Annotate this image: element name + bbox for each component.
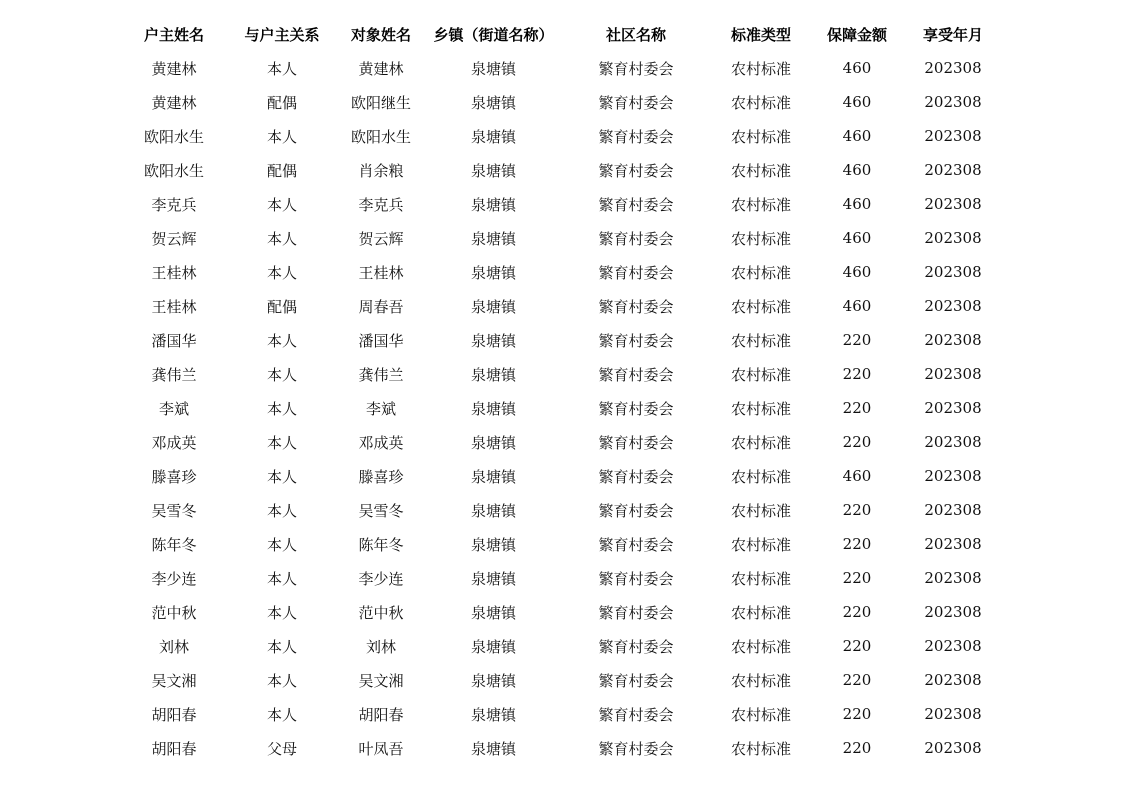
householder-name-cell: 龚伟兰 — [151, 365, 197, 384]
header-community: 社区名称 — [605, 25, 666, 44]
relation-cell: 本人 — [266, 603, 297, 622]
community-cell: 繁育村委会 — [598, 331, 674, 350]
recipient-name-cell: 刘林 — [365, 637, 396, 656]
table-header — [120, 17, 1003, 51]
amount-cell: 220 — [842, 603, 872, 621]
standard-type-cell: 农村标准 — [730, 331, 791, 350]
header-householder-name: 户主姓名 — [143, 25, 204, 44]
recipient-name-cell: 王桂林 — [358, 263, 404, 282]
community-cell: 繁育村委会 — [598, 637, 674, 656]
table-row — [120, 561, 1003, 595]
community-cell: 繁育村委会 — [598, 127, 674, 146]
amount-cell: 460 — [842, 297, 872, 315]
householder-name-cell: 王桂林 — [151, 297, 197, 316]
recipient-name-cell: 欧阳水生 — [350, 127, 411, 146]
relation-cell: 本人 — [266, 501, 297, 520]
table-row — [120, 255, 1003, 289]
table-row — [120, 731, 1003, 765]
standard-type-cell: 农村标准 — [730, 603, 791, 622]
standard-type-cell: 农村标准 — [730, 399, 791, 418]
month-cell: 202308 — [924, 331, 982, 349]
table-row — [120, 527, 1003, 561]
standard-type-cell: 农村标准 — [730, 501, 791, 520]
amount-cell: 220 — [842, 433, 872, 451]
table-row — [120, 289, 1003, 323]
householder-name-cell: 邓成英 — [151, 433, 197, 452]
householder-name-cell: 滕喜珍 — [151, 467, 197, 486]
community-cell: 繁育村委会 — [598, 467, 674, 486]
month-cell: 202308 — [924, 127, 982, 145]
month-cell: 202308 — [924, 535, 982, 553]
community-cell: 繁育村委会 — [598, 603, 674, 622]
relation-cell: 本人 — [266, 365, 297, 384]
town-cell: 泉塘镇 — [470, 739, 516, 758]
month-cell: 202308 — [924, 705, 982, 723]
community-cell: 繁育村委会 — [598, 569, 674, 588]
relation-cell: 本人 — [266, 467, 297, 486]
month-cell: 202308 — [924, 93, 982, 111]
table-row — [120, 663, 1003, 697]
standard-type-cell: 农村标准 — [730, 195, 791, 214]
relation-cell: 配偶 — [266, 297, 297, 316]
recipient-name-cell: 滕喜珍 — [358, 467, 404, 486]
amount-cell: 460 — [842, 195, 872, 213]
recipient-name-cell: 周春吾 — [358, 297, 404, 316]
town-cell: 泉塘镇 — [470, 229, 516, 248]
recipient-name-cell: 李少连 — [358, 569, 404, 588]
month-cell: 202308 — [924, 637, 982, 655]
recipient-name-cell: 李斌 — [365, 399, 396, 418]
relation-cell: 本人 — [266, 331, 297, 350]
town-cell: 泉塘镇 — [470, 705, 516, 724]
householder-name-cell: 黄建林 — [151, 93, 197, 112]
amount-cell: 220 — [842, 365, 872, 383]
table-row — [120, 85, 1003, 119]
standard-type-cell: 农村标准 — [730, 93, 791, 112]
householder-name-cell: 李斌 — [158, 399, 189, 418]
table-row — [120, 153, 1003, 187]
community-cell: 繁育村委会 — [598, 535, 674, 554]
relation-cell: 本人 — [266, 195, 297, 214]
table-row — [120, 697, 1003, 731]
standard-type-cell: 农村标准 — [730, 229, 791, 248]
recipient-name-cell: 肖余粮 — [358, 161, 404, 180]
recipient-name-cell: 黄建林 — [358, 59, 404, 78]
householder-name-cell: 潘国华 — [151, 331, 197, 350]
month-cell: 202308 — [924, 467, 982, 485]
householder-name-cell: 胡阳春 — [151, 705, 197, 724]
month-cell: 202308 — [924, 59, 982, 77]
town-cell: 泉塘镇 — [470, 671, 516, 690]
householder-name-cell: 欧阳水生 — [143, 127, 204, 146]
town-cell: 泉塘镇 — [470, 161, 516, 180]
table-row — [120, 221, 1003, 255]
table-row — [120, 119, 1003, 153]
community-cell: 繁育村委会 — [598, 501, 674, 520]
town-cell: 泉塘镇 — [470, 59, 516, 78]
householder-name-cell: 刘林 — [158, 637, 189, 656]
relation-cell: 本人 — [266, 671, 297, 690]
community-cell: 繁育村委会 — [598, 161, 674, 180]
amount-cell: 460 — [842, 263, 872, 281]
month-cell: 202308 — [924, 603, 982, 621]
town-cell: 泉塘镇 — [470, 569, 516, 588]
recipient-name-cell: 叶凤吾 — [358, 739, 404, 758]
community-cell: 繁育村委会 — [598, 365, 674, 384]
month-cell: 202308 — [924, 739, 982, 757]
month-cell: 202308 — [924, 263, 982, 281]
table-row — [120, 459, 1003, 493]
standard-type-cell: 农村标准 — [730, 433, 791, 452]
table-row — [120, 51, 1003, 85]
town-cell: 泉塘镇 — [470, 195, 516, 214]
community-cell: 繁育村委会 — [598, 195, 674, 214]
amount-cell: 220 — [842, 671, 872, 689]
town-cell: 泉塘镇 — [470, 297, 516, 316]
table-row — [120, 493, 1003, 527]
amount-cell: 460 — [842, 59, 872, 77]
town-cell: 泉塘镇 — [470, 127, 516, 146]
town-cell: 泉塘镇 — [470, 603, 516, 622]
amount-cell: 220 — [842, 569, 872, 587]
householder-name-cell: 吴雪冬 — [151, 501, 197, 520]
standard-type-cell: 农村标准 — [730, 535, 791, 554]
householder-name-cell: 胡阳春 — [151, 739, 197, 758]
standard-type-cell: 农村标准 — [730, 705, 791, 724]
month-cell: 202308 — [924, 433, 982, 451]
recipient-name-cell: 吴文湘 — [358, 671, 404, 690]
recipient-name-cell: 潘国华 — [358, 331, 404, 350]
town-cell: 泉塘镇 — [470, 535, 516, 554]
amount-cell: 220 — [842, 535, 872, 553]
amount-cell: 220 — [842, 739, 872, 757]
month-cell: 202308 — [924, 569, 982, 587]
month-cell: 202308 — [924, 297, 982, 315]
relation-cell: 本人 — [266, 433, 297, 452]
month-cell: 202308 — [924, 501, 982, 519]
amount-cell: 220 — [842, 399, 872, 417]
community-cell: 繁育村委会 — [598, 263, 674, 282]
recipient-name-cell: 范中秋 — [358, 603, 404, 622]
month-cell: 202308 — [924, 399, 982, 417]
header-month: 享受年月 — [922, 25, 983, 44]
table-row — [120, 323, 1003, 357]
community-cell: 繁育村委会 — [598, 297, 674, 316]
standard-type-cell: 农村标准 — [730, 637, 791, 656]
householder-name-cell: 李少连 — [151, 569, 197, 588]
recipient-name-cell: 吴雪冬 — [358, 501, 404, 520]
town-cell: 泉塘镇 — [470, 263, 516, 282]
standard-type-cell: 农村标准 — [730, 569, 791, 588]
header-amount: 保障金额 — [826, 25, 887, 44]
town-cell: 泉塘镇 — [470, 467, 516, 486]
town-cell: 泉塘镇 — [470, 365, 516, 384]
householder-name-cell: 贺云辉 — [151, 229, 197, 248]
community-cell: 繁育村委会 — [598, 229, 674, 248]
householder-name-cell: 吴文湘 — [151, 671, 197, 690]
community-cell: 繁育村委会 — [598, 399, 674, 418]
recipient-name-cell: 龚伟兰 — [358, 365, 404, 384]
relation-cell: 配偶 — [266, 161, 297, 180]
relation-cell: 配偶 — [266, 93, 297, 112]
recipient-name-cell: 李克兵 — [358, 195, 404, 214]
community-cell: 繁育村委会 — [598, 59, 674, 78]
month-cell: 202308 — [924, 365, 982, 383]
standard-type-cell: 农村标准 — [730, 671, 791, 690]
amount-cell: 460 — [842, 467, 872, 485]
relation-cell: 父母 — [266, 739, 297, 758]
community-cell: 繁育村委会 — [598, 739, 674, 758]
month-cell: 202308 — [924, 195, 982, 213]
amount-cell: 220 — [842, 637, 872, 655]
table-row — [120, 629, 1003, 663]
amount-cell: 220 — [842, 331, 872, 349]
standard-type-cell: 农村标准 — [730, 297, 791, 316]
town-cell: 泉塘镇 — [470, 399, 516, 418]
amount-cell: 220 — [842, 501, 872, 519]
relation-cell: 本人 — [266, 637, 297, 656]
standard-type-cell: 农村标准 — [730, 127, 791, 146]
recipient-name-cell: 欧阳继生 — [350, 93, 411, 112]
header-relation: 与户主关系 — [244, 25, 320, 44]
table-row — [120, 391, 1003, 425]
recipient-name-cell: 陈年冬 — [358, 535, 404, 554]
standard-type-cell: 农村标准 — [730, 161, 791, 180]
relation-cell: 本人 — [266, 229, 297, 248]
header-town: 乡镇（街道名称） — [433, 25, 554, 44]
relation-cell: 本人 — [266, 569, 297, 588]
recipient-name-cell: 邓成英 — [358, 433, 404, 452]
relation-cell: 本人 — [266, 127, 297, 146]
table-row — [120, 187, 1003, 221]
town-cell: 泉塘镇 — [470, 331, 516, 350]
recipient-name-cell: 胡阳春 — [358, 705, 404, 724]
relation-cell: 本人 — [266, 59, 297, 78]
relation-cell: 本人 — [266, 705, 297, 724]
householder-name-cell: 范中秋 — [151, 603, 197, 622]
householder-name-cell: 王桂林 — [151, 263, 197, 282]
town-cell: 泉塘镇 — [470, 637, 516, 656]
subsidy-roster-table — [120, 17, 1003, 765]
householder-name-cell: 欧阳水生 — [143, 161, 204, 180]
header-standard-type: 标准类型 — [730, 25, 791, 44]
relation-cell: 本人 — [266, 263, 297, 282]
month-cell: 202308 — [924, 671, 982, 689]
relation-cell: 本人 — [266, 535, 297, 554]
amount-cell: 460 — [842, 229, 872, 247]
relation-cell: 本人 — [266, 399, 297, 418]
householder-name-cell: 陈年冬 — [151, 535, 197, 554]
standard-type-cell: 农村标准 — [730, 263, 791, 282]
householder-name-cell: 黄建林 — [151, 59, 197, 78]
community-cell: 繁育村委会 — [598, 433, 674, 452]
standard-type-cell: 农村标准 — [730, 467, 791, 486]
community-cell: 繁育村委会 — [598, 705, 674, 724]
month-cell: 202308 — [924, 161, 982, 179]
table-row — [120, 357, 1003, 391]
month-cell: 202308 — [924, 229, 982, 247]
town-cell: 泉塘镇 — [470, 433, 516, 452]
recipient-name-cell: 贺云辉 — [358, 229, 404, 248]
householder-name-cell: 李克兵 — [151, 195, 197, 214]
header-recipient-name: 对象姓名 — [350, 25, 411, 44]
header-row — [120, 17, 1003, 51]
standard-type-cell: 农村标准 — [730, 59, 791, 78]
standard-type-cell: 农村标准 — [730, 739, 791, 758]
table-body — [120, 51, 1003, 765]
community-cell: 繁育村委会 — [598, 671, 674, 690]
amount-cell: 460 — [842, 93, 872, 111]
table-row — [120, 425, 1003, 459]
table-row — [120, 595, 1003, 629]
amount-cell: 220 — [842, 705, 872, 723]
amount-cell: 460 — [842, 127, 872, 145]
standard-type-cell: 农村标准 — [730, 365, 791, 384]
town-cell: 泉塘镇 — [470, 501, 516, 520]
community-cell: 繁育村委会 — [598, 93, 674, 112]
amount-cell: 460 — [842, 161, 872, 179]
town-cell: 泉塘镇 — [470, 93, 516, 112]
